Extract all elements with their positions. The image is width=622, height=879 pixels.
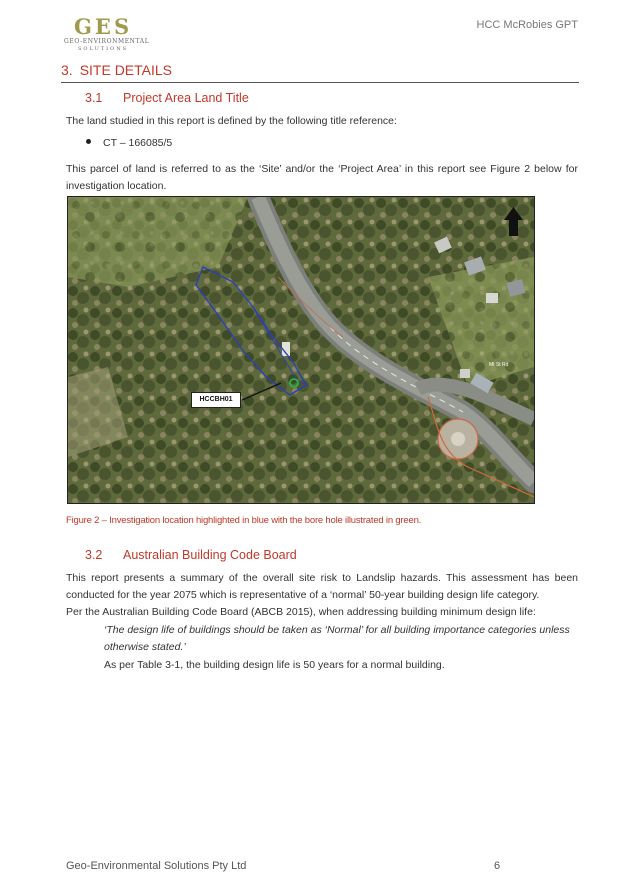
footer-company: Geo-Environmental Solutions Pty Ltd [66,860,247,872]
section-number: 3. [61,62,73,78]
aerial-map [68,197,534,503]
abcb-quote: ‘The design life of buildings should be taken as ‘Normal’ for all building importance categories unless otherwise stated.’ [104,624,570,653]
road-label: Mt St Rd [489,362,509,368]
bullet-dot [86,139,91,144]
title-reference-bullet [86,137,172,149]
logo-line2: SOLUTIONS [78,46,128,52]
figure-caption: Figure 2 – Investigation location highlighted in blue with the bore hole illustrated in green. [66,515,422,526]
site-description: This parcel of land is referred to as the ‘Site’ and/or the ‘Project Area’ in this report see Figure 2 below for investigation location. [66,163,578,192]
title-reference: CT – 166085/5 [103,137,173,149]
section-title: SITE DETAILS [79,62,173,78]
logo-mark: GES [74,14,133,39]
subsection-number: 3.2 [85,548,103,562]
abcb-paragraph-2: Per the Australian Building Code Board (ABCB 2015), when addressing building minimum design life: [66,606,536,618]
company-logo [64,14,150,54]
borehole-label: HCCBH01 [191,392,241,408]
header-title: HCC McRobies GPT [476,19,578,31]
land-title-intro: The land studied in this report is defined by the following title reference: [66,115,397,127]
subsection-heading-3-2 [85,548,297,562]
aerial-map-figure [67,196,535,504]
subsection-number: 3.1 [85,91,103,105]
abcb-paragraph-1: This report presents a summary of the overall site risk to Landslip hazards. This assessment has been conducted for the year 2075 which is representative of a ‘normal’ 50-year building design life category. [66,572,578,601]
subsection-title: Project Area Land Title [123,91,249,105]
subsection-title: Australian Building Code Board [123,548,297,562]
subsection-heading-3-1 [85,91,249,105]
section-heading [61,62,579,83]
abcb-paragraph-3: As per Table 3-1, the building design life is 50 years for a normal building. [104,659,445,671]
logo-line1: GEO-ENVIRONMENTAL [64,38,150,45]
page-number: 6 [494,860,501,872]
